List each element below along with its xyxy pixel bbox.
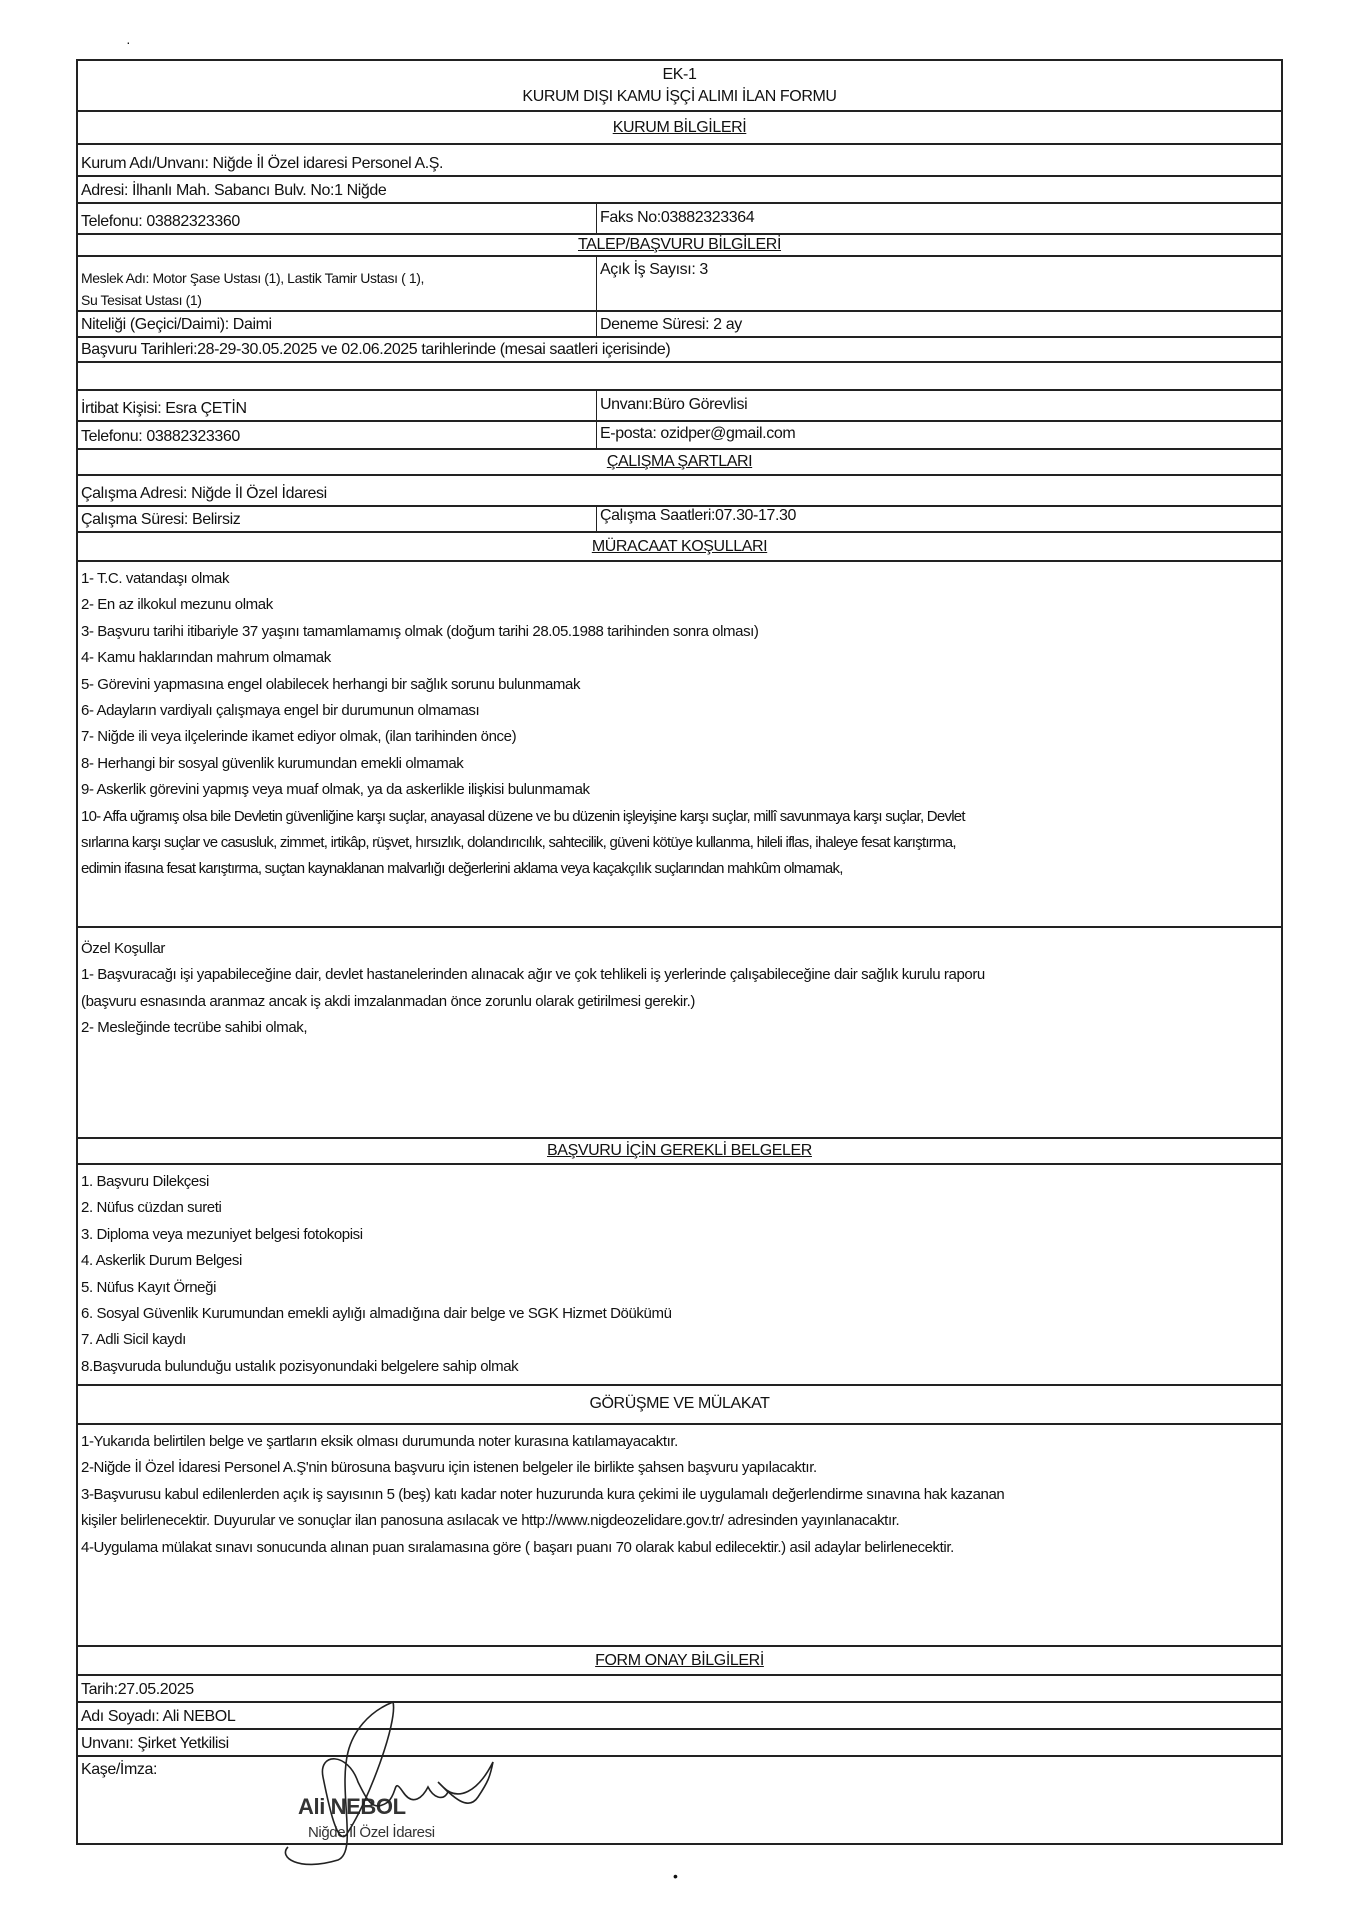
list-item: 3. Diploma veya mezuniyet belgesi fotokopisi xyxy=(81,1225,363,1243)
list-item: 1-Yukarıda belirtilen belge ve şartların eksik olması durumunda noter kurasına katılamayacaktır. xyxy=(81,1433,678,1450)
application-conditions-list xyxy=(78,562,1281,926)
kurum-fax: Faks No:03882323364 xyxy=(600,208,755,226)
list-item: 2- En az ilkokul mezunu olmak xyxy=(81,596,273,614)
list-item: 7- Niğde ili veya ilçelerinde ikamet ediyor olmak, (ilan tarihinden önce) xyxy=(81,728,517,746)
work-hours: Çalışma Saatleri:07.30-17.30 xyxy=(600,507,797,524)
kurum-address: Adresi: İlhanlı Mah. Sabancı Bulv. No:1 Niğde xyxy=(81,182,387,199)
list-item: 5. Nüfus Kayıt Örneği xyxy=(81,1278,217,1296)
list-item: 6- Adayların vardiyalı çalışmaya engel bir durumunun olmaması xyxy=(81,701,480,719)
list-item: sırlarına karşı suçlar ve casusluk, zimmet, irtikâp, rüşvet, hırsızlık, dolandırıcılık, sahtecilik, güveni kötüye kullanma, hileli iflas, ihaleye fesat karıştırma, xyxy=(81,833,956,851)
probation-period: Deneme Süresi: 2 ay xyxy=(600,316,742,333)
section-onay-heading: FORM ONAY BİLGİLERİ xyxy=(595,1651,764,1669)
approver-name: Adı Soyadı: Ali NEBOL xyxy=(81,1708,236,1725)
job-announcement-form xyxy=(76,59,1283,1845)
list-item: 4. Askerlik Durum Belgesi xyxy=(81,1252,242,1270)
approver-title: Unvanı: Şirket Yetkilisi xyxy=(81,1735,229,1752)
list-item: 6. Sosyal Güvenlik Kurumundan emekli aylığı almadığına dair belge ve SGK Hizmet Döükümü xyxy=(81,1304,672,1322)
list-item: 7. Adli Sicil kaydı xyxy=(81,1331,186,1349)
list-item: 4-Uygulama mülakat sınavı sonucunda alınan puan sıralamasına göre ( başarı puanı 70 olarak kabul edilecektir.) asil adaylar belirlenecektir. xyxy=(81,1538,954,1556)
list-item: 5- Görevini yapmasına engel olabilecek herhangi bir sağlık sorunu bulunmamak xyxy=(81,675,581,693)
list-item: 3-Başvurusu kabul edilenlerden açık iş sayısının 5 (beş) katı kadar noter huzurunda kura çekimi ile uygulamalı değerlendirme sınavına hak kazanan xyxy=(81,1485,1005,1503)
occupation-line-2: Su Tesisat Ustası (1) xyxy=(81,292,202,308)
scan-mark: · xyxy=(126,34,131,50)
stamp-name: Ali NEBOL xyxy=(298,1794,406,1819)
section-belgeler-heading: BAŞVURU İÇİN GEREKLİ BELGELER xyxy=(547,1142,812,1159)
kurum-phone: Telefonu: 03882323360 xyxy=(78,204,597,233)
annex-label: EK-1 xyxy=(662,65,697,83)
stamp-signature-label: Kaşe/İmza: xyxy=(81,1761,158,1778)
section-gorusme-heading: GÖRÜŞME VE MÜLAKAT xyxy=(589,1394,770,1412)
scan-mark: • xyxy=(673,1868,678,1884)
empty-row xyxy=(78,363,1281,389)
stamp-org: Niğde İl Özel İdaresi xyxy=(308,1824,435,1841)
kurum-name: Kurum Adı/Unvanı: Niğde İl Özel idaresi Personel A.Ş. xyxy=(81,155,444,172)
list-item: 10- Affa uğramış olsa bile Devletin güvenliğine karşı suçlar, anayasal düzene ve bu düzenin işleyişine karşı suçlar, millî savunmaya karşı suçlar, Devlet xyxy=(81,807,965,825)
contact-phone: Telefonu: 03882323360 xyxy=(78,422,597,448)
contact-person: İrtibat Kişisi: Esra ÇETİN xyxy=(78,391,597,420)
work-duration: Çalışma Süresi: Belirsiz xyxy=(78,507,597,531)
interview-list xyxy=(78,1425,1281,1645)
form-title: KURUM DIŞI KAMU İŞÇİ ALIMI İLAN FORMU xyxy=(522,87,837,105)
list-item: 1- T.C. vatandaşı olmak xyxy=(81,570,230,587)
section-calisma-heading: ÇALIŞMA ŞARTLARI xyxy=(606,453,753,470)
list-item: 2- Mesleğinde tecrübe sahibi olmak, xyxy=(81,1019,308,1037)
list-item: 1. Başvuru Dilekçesi xyxy=(81,1173,209,1190)
section-kurum-heading: KURUM BİLGİLERİ xyxy=(612,118,747,136)
required-documents-list xyxy=(78,1165,1281,1384)
list-item: kişiler belirlenecektir. Duyurular ve sonuçlar ilan panosuna asılacak ve http://www.nigdeozelidare.gov.tr/ adresinden yayınlanacaktır. xyxy=(81,1512,900,1530)
special-conditions xyxy=(78,928,1281,1137)
section-muracaat-heading: MÜRACAAT KOŞULLARI xyxy=(591,537,768,555)
approval-date: Tarih:27.05.2025 xyxy=(81,1681,194,1698)
section-talep-heading: TALEP/BAŞVURU BİLGİLERİ xyxy=(577,236,782,253)
list-item: 4- Kamu haklarından mahrum olmamak xyxy=(81,649,331,667)
list-item: 3- Başvuru tarihi itibariyle 37 yaşını tamamlamamış olmak (doğum tarihi 28.05.1988 tarihinden sonra olması) xyxy=(81,622,759,640)
application-dates: Başvuru Tarihleri:28-29-30.05.2025 ve 02.06.2025 tarihlerinde (mesai saatleri içerisinde) xyxy=(81,341,671,358)
form-header xyxy=(78,61,1281,112)
contact-email: E-posta: ozidper@gmail.com xyxy=(600,425,796,442)
list-item: 1- Başvuracağı işi yapabileceğine dair, devlet hastanelerinden alınacak ağır ve çok tehlikeli iş yerlerinde çalışabileceğine dair sağlık kurulu raporu xyxy=(81,966,985,984)
list-item: 2. Nüfus cüzdan sureti xyxy=(81,1199,222,1217)
signature-stamp-image xyxy=(278,1682,578,1882)
open-positions: Açık İş Sayısı: 3 xyxy=(600,261,708,278)
contact-title: Unvanı:Büro Görevlisi xyxy=(600,395,748,413)
special-conditions-title: Özel Koşullar xyxy=(81,940,166,957)
list-item: (başvuru esnasında aranmaz ancak iş akdi imzalanmadan önce zorunlu olarak getirilmesi gerekir.) xyxy=(81,992,695,1010)
work-address: Çalışma Adresi: Niğde İl Özel İdaresi xyxy=(81,485,327,502)
list-item: 8.Başvuruda bulunduğu ustalık pozisyonundaki belgelere sahip olmak xyxy=(81,1357,519,1375)
occupation-line-1: Meslek Adı: Motor Şase Ustası (1), Lastik Tamir Ustası ( 1), xyxy=(81,270,424,286)
list-item: 2-Niğde İl Özel İdaresi Personel A.Ş'nin bürosuna başvuru için istenen belgeler ile birlikte şahsen başvuru yapılacaktır. xyxy=(81,1459,817,1477)
list-item: edimin ifasına fesat karıştırma, suçtan kaynaklanan malvarlığı değerlerini aklama veya kaçakçılık suçlarından mahkûm olmamak, xyxy=(81,860,843,878)
job-nature: Niteliği (Geçici/Daimi): Daimi xyxy=(78,312,597,336)
list-item: 8- Herhangi bir sosyal güvenlik kurumundan emekli olmamak xyxy=(81,754,464,772)
list-item: 9- Askerlik görevini yapmış veya muaf olmak, ya da askerlikle ilişkisi bulunmamak xyxy=(81,781,590,799)
